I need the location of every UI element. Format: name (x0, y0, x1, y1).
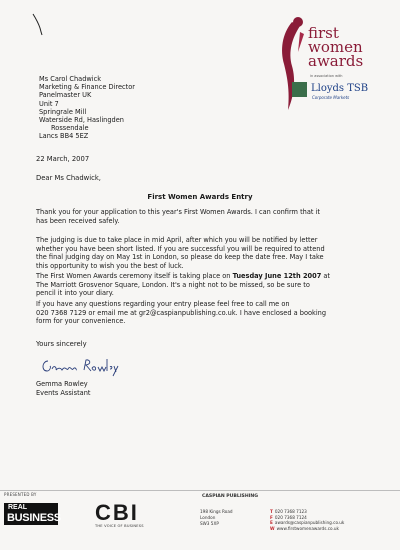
contact-value[interactable]: www.firstwomenawards.co.uk (276, 525, 339, 531)
first-women-awards-logo (270, 12, 390, 122)
paragraph-judging (36, 236, 376, 270)
publisher-address-line: SW3 5XP (200, 521, 219, 526)
paragraph-confirmation (36, 208, 376, 225)
contact-value: 020 7368 7124 (274, 514, 307, 520)
presented-by-label: PRESENTED BY (4, 492, 37, 497)
ceremony-text-end: at (321, 272, 331, 280)
real-business-logo (4, 503, 61, 525)
signer-block (36, 380, 90, 398)
real-business-logo-bottom: BUSINESS (7, 512, 61, 524)
contact-website[interactable] (270, 526, 344, 532)
address-line: Springrale Mill (39, 107, 87, 116)
logo-line-3: awards (308, 52, 364, 70)
paragraph-ceremony (36, 272, 376, 298)
paragraph-line: The Marriott Grosvenor Square, London. It's a night not to be missed, so be sure to (36, 280, 310, 289)
signer-name: Gemma Rowley (36, 380, 88, 388)
address-line: Waterside Rd, Haslingden (39, 116, 124, 125)
paragraph-line: whether you have been short listed. If you are successful you will be required to attend (36, 244, 325, 253)
ceremony-date: Tuesday June 12th 2007 (232, 272, 322, 280)
paragraph-line: Thank you for your application to this year's First Women Awards. I can confirm that it (36, 208, 320, 216)
contact-label: W (270, 525, 275, 531)
lloyds-horse-icon (292, 82, 307, 97)
paragraph-line: If you have any questions regarding your entry please feel free to call me on (36, 300, 290, 308)
publisher-address-line: 198 Kings Road (200, 509, 233, 514)
cbi-mark: CBI (95, 500, 139, 525)
logo-line-2: women (308, 38, 363, 56)
publisher-name: CASPIAN PUBLISHING (202, 494, 259, 499)
recipient-title: Marketing & Finance Director (39, 83, 136, 92)
paragraph-line (36, 272, 376, 281)
paragraph-line: the final judging day on May 1st in London, so please do keep the date free. May I take (36, 253, 324, 262)
contact-label: E (270, 520, 273, 526)
address-line: Unit 7 (39, 99, 59, 108)
recipient-address (39, 75, 135, 141)
paragraph-line: The judging is due to take place in mid April, after which you will be notified by letter (36, 236, 318, 244)
contact-label: F (270, 514, 273, 520)
paragraph-contact (36, 300, 376, 326)
salutation: Dear Ms Chadwick, (36, 174, 101, 182)
paragraph-line: form for your convenience. (36, 317, 126, 326)
paragraph-line: 020 7368 7129 or email me at gr2@caspianpublishing.co.uk. I have enclosed a booking (36, 308, 327, 317)
address-town: Rossendale (51, 124, 89, 133)
contact-label: T (270, 509, 273, 514)
cbi-logo (95, 502, 155, 528)
letter-date: 22 March, 2007 (36, 155, 90, 163)
paragraph-line: has been received safely. (36, 216, 120, 225)
contact-value: 020 7368 7123 (274, 509, 307, 514)
logo-association: in association with (310, 74, 343, 78)
logo-wordmark (308, 26, 363, 68)
handwritten-signature (40, 355, 120, 377)
footer-divider (0, 490, 400, 491)
pen-mark (30, 12, 50, 38)
letter-subject: First Women Awards Entry (147, 193, 253, 201)
signer-role: Events Assistant (36, 389, 91, 397)
sponsor-name: Lloyds TSB (311, 83, 369, 94)
recipient-name: Ms Carol Chadwick (39, 75, 102, 83)
real-business-logo-top: REAL (8, 504, 28, 511)
sponsor-tagline: Corporate Markets (312, 95, 350, 100)
cbi-tagline: THE VOICE OF BUSINESS (95, 524, 144, 528)
publisher-address-line: London (200, 515, 216, 520)
logo-line-1: first (308, 24, 339, 42)
ceremony-text: The First Women Awards ceremony itself is taking place on (36, 272, 233, 280)
publisher-contacts (270, 509, 344, 531)
paragraph-line: pencil it into your diary. (36, 289, 114, 298)
recipient-company: Panelmaster UK (39, 91, 92, 100)
closing: Yours sincerely (36, 340, 87, 348)
contact-value[interactable]: awards@caspianpublishing.co.uk (274, 520, 345, 526)
publisher-address (200, 509, 233, 527)
address-postcode: Lancs BB4 5EZ (39, 132, 89, 141)
paragraph-line: this opportunity to wish you the best of luck. (36, 261, 184, 270)
